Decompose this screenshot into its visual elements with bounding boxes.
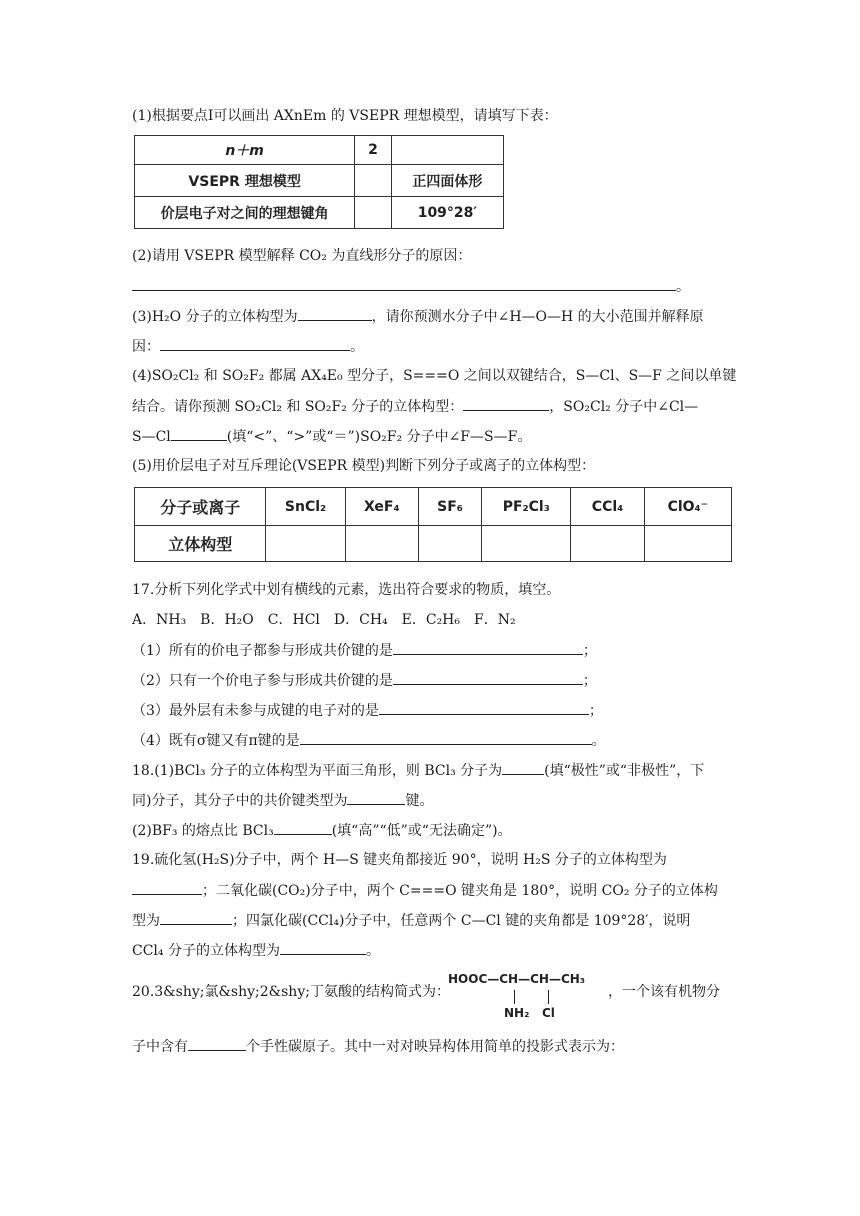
q17-options: A．NH₃ B．H₂O C．HCl D．CH₄ E．C₂H₆ F．N₂ <box>132 612 516 628</box>
q17-sub2: （2）只有一个价电子参与形成共价键的是 ； <box>132 670 732 691</box>
shape-cell-ccl4 <box>571 526 644 562</box>
q16-part3-line1: (3)H₂O 分子的立体构型为 ，请你预测水分子中∠H—O—H 的大小范围并解释原 <box>132 306 732 327</box>
q18-line3: (2)BF₃ 的熔点比 BCl₃ (填“高”“低”或“无法确定”)。 <box>132 820 732 841</box>
cell-r1c2: 2 <box>355 136 392 165</box>
header-xef4: XeF₄ <box>345 488 418 526</box>
row-label-shape: 立体构型 <box>135 526 266 562</box>
cell-r1c1: n＋m <box>135 136 355 165</box>
q17-title: 17.分析下列化学式中划有横线的元素，选出符合要求的物质，填空。 <box>132 582 561 598</box>
header-ccl4: CCl₄ <box>571 488 644 526</box>
header-molecule-or-ion: 分子或离子 <box>135 488 266 526</box>
q16-part1: (1)根据要点Ⅰ可以画出 AXnEm 的 VSEPR 理想模型，请填写下表： <box>132 108 558 124</box>
q19-line1: 19.硫化氢(H₂S)分子中，两个 H—S 键夹角都接近 90°，说明 H₂S 分子的立体构型为 <box>132 852 667 868</box>
q16-part2: (2)请用 VSEPR 模型解释 CO₂ 为直线形分子的原因： <box>132 248 472 264</box>
q17-sub1: （1）所有的价电子都参与形成共价键的是 ； <box>132 640 732 661</box>
molecule-shape-table <box>134 487 732 562</box>
cell-r1c3 <box>391 136 503 165</box>
header-sf6: SF₆ <box>418 488 481 526</box>
q16-part4-line2: 结合。请你预测 SO₂Cl₂ 和 SO₂F₂ 分子的立体构型： ，SO₂Cl₂ 分子中∠Cl— <box>132 396 732 417</box>
bond-nh2 <box>514 990 515 1004</box>
q20-line2: 子中含有 个手性碳原子。其中一对对映异构体用简单的投影式表示为： <box>132 1036 732 1057</box>
q18-line2: 同)分子，其分子中的共价键类型为 键。 <box>132 790 732 811</box>
q19-line3: 型为 ；四氯化碳(CCl₄)分子中，任意两个 C—Cl 键的夹角都是 109°28′，说明 <box>132 910 732 931</box>
shape-cell-xef4 <box>345 526 418 562</box>
formula-main-chain: HOOC—CH—CH—CH₃ <box>448 972 586 986</box>
formula-nh2: NH₂ <box>504 1006 530 1020</box>
vsepr-table <box>134 135 504 229</box>
q19-line4: CCl₄ 分子的立体构型为 。 <box>132 940 732 961</box>
cell-r2c2 <box>355 165 392 197</box>
q16-part2-answer-line: 。 <box>132 276 732 297</box>
cell-r3c3: 109°28′ <box>391 197 503 229</box>
shape-cell-sncl2 <box>266 526 345 562</box>
cell-r2c3: 正四面体形 <box>391 165 503 197</box>
q17-sub4: （4）既有σ键又有π键的是 。 <box>132 730 732 751</box>
formula-cl: Cl <box>542 1006 555 1020</box>
q20-line1: 20.3&shy;氯&shy;2&shy;丁氨酸的结构简式为： <box>132 984 450 1000</box>
shape-cell-sf6 <box>418 526 481 562</box>
cell-r3c1: 价层电子对之间的理想键角 <box>135 197 355 229</box>
header-sncl2: SnCl₂ <box>266 488 345 526</box>
q17-sub3: （3）最外层有未参与成键的电子对的是 ； <box>132 700 732 721</box>
q16-part4-line1: (4)SO₂Cl₂ 和 SO₂F₂ 都属 AX₄E₀ 型分子，S===O 之间以双键结合，S—Cl、S—F 之间以单键 <box>132 368 737 384</box>
header-pf2cl3: PF₂Cl₃ <box>482 488 571 526</box>
shape-cell-clo4 <box>644 526 731 562</box>
bond-cl <box>548 990 549 1004</box>
cell-r2c1: VSEPR 理想模型 <box>135 165 355 197</box>
q19-line2: ；二氧化碳(CO₂)分子中，两个 C===O 键夹角是 180°，说明 CO₂ 分子的立体构 <box>132 880 732 901</box>
q16-part5: (5)用价层电子对互斥理论(VSEPR 模型)判断下列分子或离子的立体构型： <box>132 458 596 474</box>
header-clo4: ClO₄⁻ <box>644 488 731 526</box>
structural-formula <box>446 968 614 1028</box>
q18-line1: 18.(1)BCl₃ 分子的立体构型为平面三角形，则 BCl₃ 分子为 (填“极性”或“非极性”，下 <box>132 760 732 781</box>
q16-part3-line2: 因： 。 <box>132 336 732 357</box>
cell-r3c2 <box>355 197 392 229</box>
shape-cell-pf2cl3 <box>482 526 571 562</box>
q16-part4-line3: S—Cl (填“<”、“>”或“＝”)SO₂F₂ 分子中∠F—S—F。 <box>132 426 732 447</box>
q20-line1-tail: ，一个该有机物分 <box>608 984 720 1000</box>
